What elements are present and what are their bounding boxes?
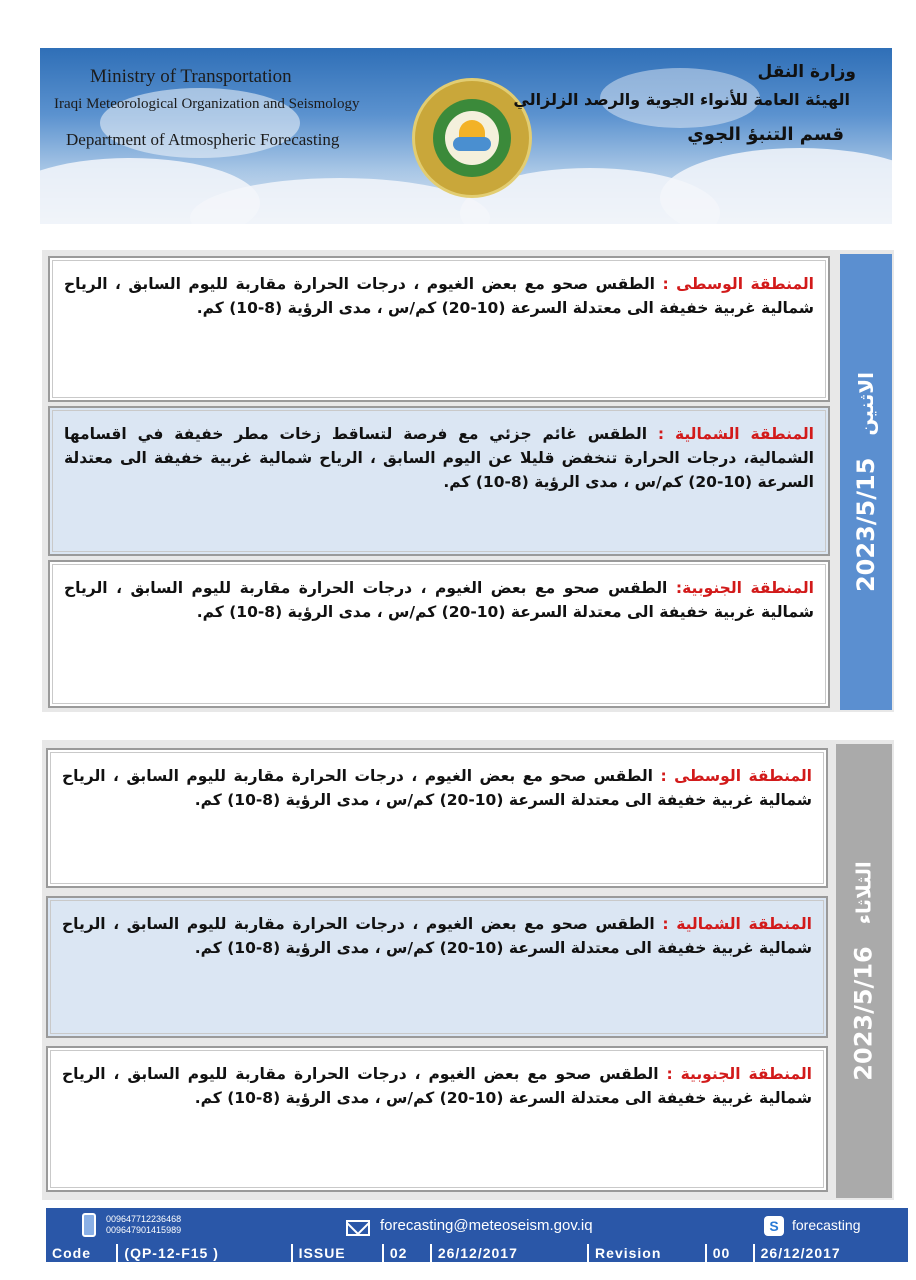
region-box xyxy=(48,256,830,402)
phone-numbers: 009647712236468 009647901415989 xyxy=(106,1214,182,1235)
region-box xyxy=(48,560,830,708)
region-name: المنطقة الوسطى : xyxy=(662,275,814,293)
mail-icon xyxy=(346,1220,370,1236)
revision-number: 00 xyxy=(707,1244,755,1262)
header-banner xyxy=(40,48,892,224)
skype-link[interactable]: forecasting xyxy=(792,1217,861,1233)
revision-label: Revision xyxy=(589,1244,707,1262)
contact-footer xyxy=(46,1208,908,1244)
forecast-date: 2023/5/16 xyxy=(850,946,878,1081)
region-name: المنطقة الشمالية : xyxy=(662,915,812,933)
day-date-label xyxy=(836,744,892,1198)
forecast-day: الاثنين xyxy=(854,371,878,436)
ar-ministry: وزارة النقل xyxy=(757,62,856,82)
region-name: المنطقة الجنوبية : xyxy=(666,1065,812,1083)
issue-label: ISSUE xyxy=(293,1244,384,1262)
ar-department: قسم التنبؤ الجوي xyxy=(687,124,844,145)
ar-organization: الهيئة العامة للأنواء الجوية والرصد الزلزالي xyxy=(513,90,850,109)
region-name: المنطقة الوسطى : xyxy=(660,767,812,785)
forecast-text: المنطقة الوسطى : الطقس صحو مع بعض الغيوم ، درجات الحرارة مقاربة لليوم السابق ، الرياح شمالية غربية خفيفة الى معتدلة السرعة (10-20) كم/س ، مدى الرؤية (8-10) كم. xyxy=(64,275,814,317)
forecast-text: المنطقة الجنوبية : الطقس صحو مع بعض الغيوم ، درجات الحرارة مقاربة لليوم السابق ، الرياح شمالية غربية خفيفة الى معتدلة السرعة (10-20) كم/س ، مدى الرؤية (8-10) كم. xyxy=(62,1065,812,1107)
region-box xyxy=(46,1046,828,1192)
en-organization: Iraqi Meteorological Organization and Seismology xyxy=(54,96,360,112)
forecast-text: المنطقة الوسطى : الطقس صحو مع بعض الغيوم ، درجات الحرارة مقاربة لليوم السابق ، الرياح شمالية غربية خفيفة الى معتدلة السرعة (10-20) كم/س ، مدى الرؤية (8-10) كم. xyxy=(62,767,812,809)
skype-icon: S xyxy=(764,1216,784,1236)
forecast-date: 2023/5/15 xyxy=(852,457,880,593)
en-department: Department of Atmospheric Forecasting xyxy=(66,130,340,149)
forecast-text: المنطقة الجنوبية: الطقس صحو مع بعض الغيوم ، درجات الحرارة مقاربة لليوم السابق ، الرياح شمالية غربية خفيفة الى معتدلة السرعة (10-20) كم/س ، مدى الرؤية (8-10) كم. xyxy=(64,579,814,621)
region-box xyxy=(46,896,828,1038)
issue-date: 26/12/2017 xyxy=(432,1244,589,1262)
region-box xyxy=(48,406,830,556)
phone-icon xyxy=(82,1213,96,1237)
revision-date: 26/12/2017 xyxy=(760,1245,841,1261)
code-label: Code xyxy=(46,1244,118,1262)
document-code-bar xyxy=(46,1244,908,1262)
region-name: المنطقة الشمالية : xyxy=(657,425,814,443)
email-link[interactable]: forecasting@meteoseism.gov.iq xyxy=(380,1217,593,1234)
forecast-text: المنطقة الشمالية : الطقس صحو مع بعض الغيوم ، درجات الحرارة مقاربة لليوم السابق ، الرياح شمالية غربية خفيفة الى معتدلة السرعة (10-20) كم/س ، مدى الرؤية (8-10) كم. xyxy=(62,915,812,957)
region-name: المنطقة الجنوبية: xyxy=(675,579,814,597)
forecast-day: الثلاثاء xyxy=(852,861,876,925)
code-value: (QP-12-F15 ) xyxy=(118,1244,292,1262)
en-ministry: Ministry of Transportation xyxy=(90,66,292,87)
forecast-text: المنطقة الشمالية : الطقس غائم جزئي مع فرصة لتساقط زخات مطر خفيفة في اقسامها الشمالية، درجات الحرارة تنخفض قليلا عن اليوم السابق ، الرياح شمالية غربية خفيفة الى معتدلة السرعة (10-20) كم/س ، مدى الرؤية (8-10) كم. xyxy=(64,425,814,491)
region-box xyxy=(46,748,828,888)
issue-number: 02 xyxy=(384,1244,432,1262)
day-date-label xyxy=(840,254,892,710)
